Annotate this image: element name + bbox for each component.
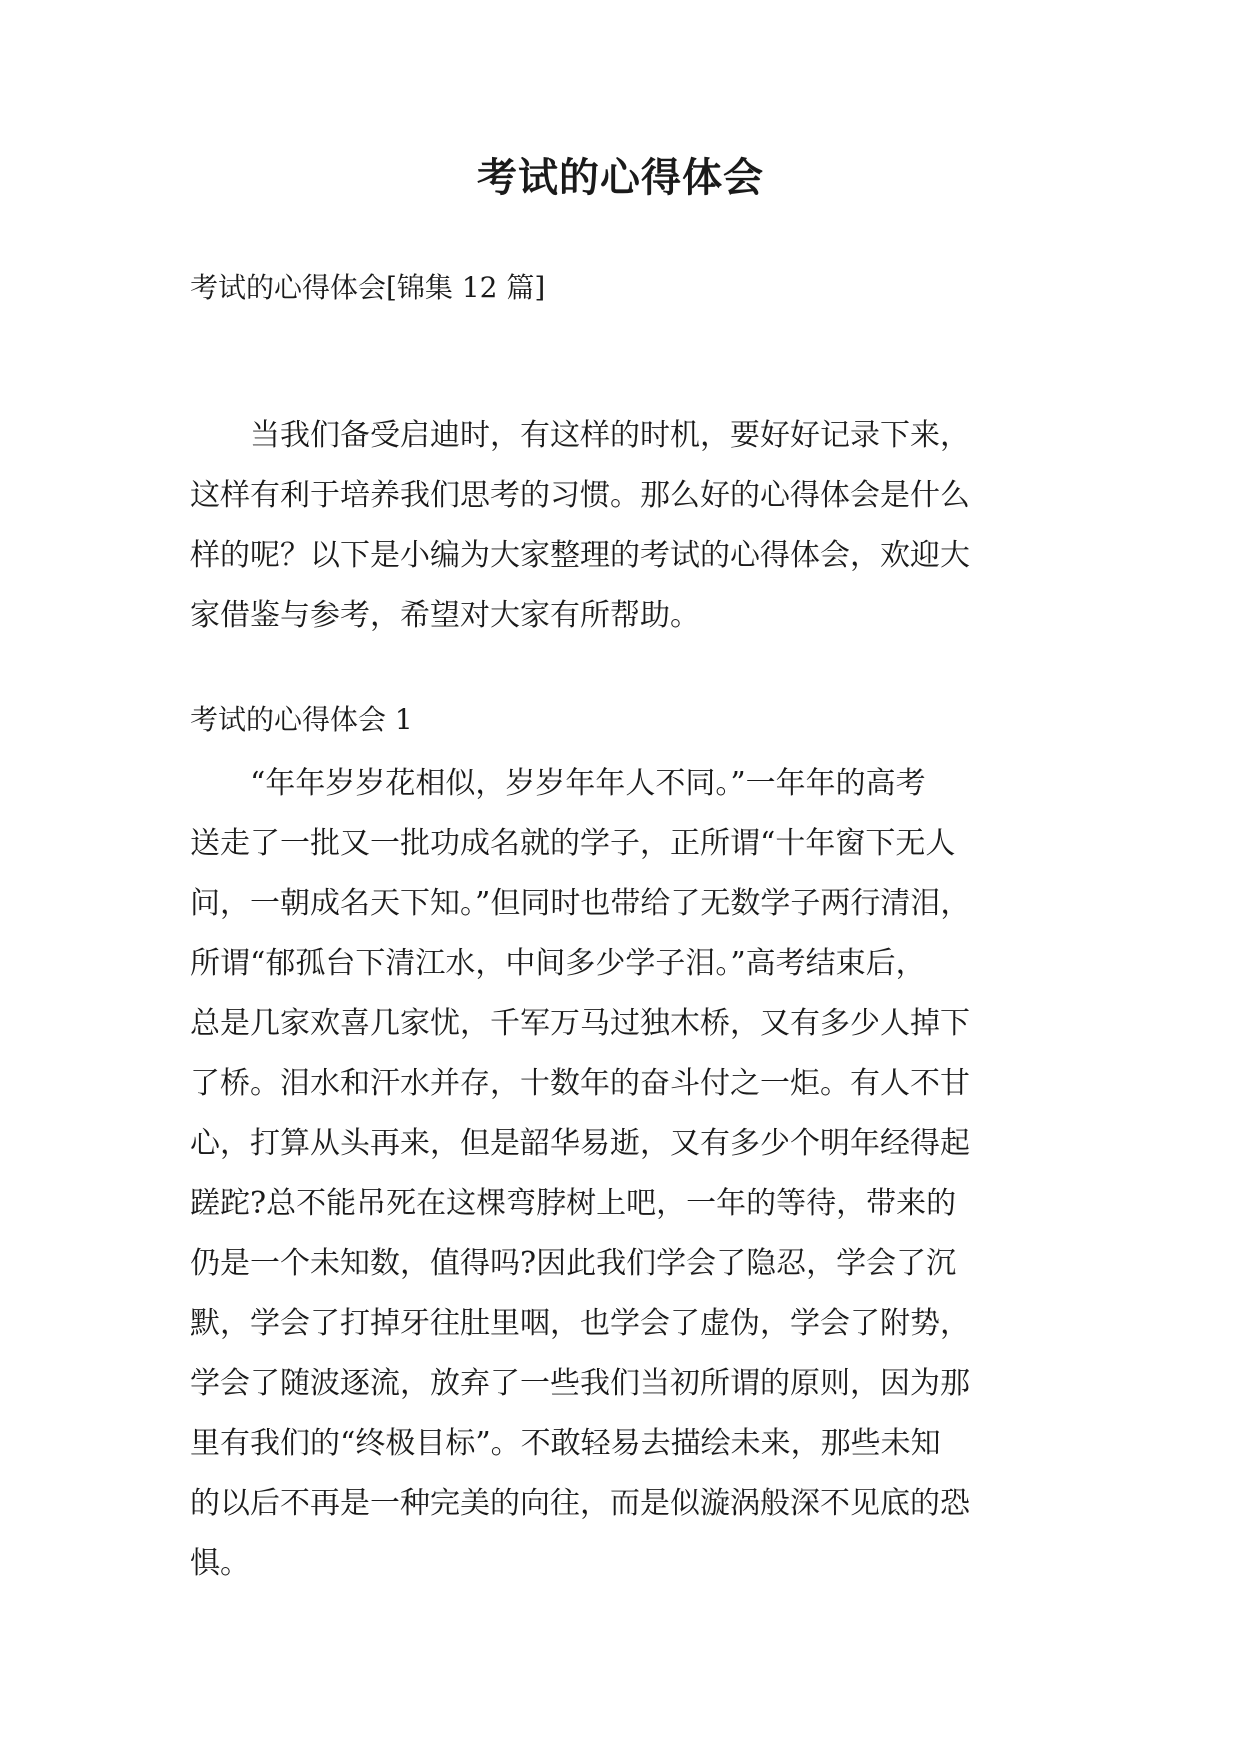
- intro-line: 这样有利于培养我们思考的习惯。那么好的心得体会是什么: [190, 478, 970, 513]
- page-title: 考试的心得体会: [477, 155, 764, 201]
- paragraph-line: 仍是一个未知数，值得吗?因此我们学会了隐忍，学会了沉: [190, 1246, 957, 1281]
- paragraph-line: 心，打算从头再来，但是韶华易逝，又有多少个明年经得起: [190, 1126, 970, 1161]
- paragraph-line: 里有我们的“终极目标”。不敢轻易去描绘未来，那些未知: [190, 1426, 941, 1461]
- paragraph-line: “年年岁岁花相似，岁岁年年人不同。”一年年的高考: [190, 766, 926, 801]
- paragraph-line: 问，一朝成名天下知。”但同时也带给了无数学子两行清泪，: [190, 886, 971, 921]
- paragraph-line: 了桥。泪水和汗水并存，十数年的奋斗付之一炬。有人不甘: [190, 1066, 970, 1101]
- section-1-paragraph: [190, 754, 1072, 1594]
- paragraph-line: 学会了随波逐流，放弃了一些我们当初所谓的原则，因为那: [190, 1366, 970, 1401]
- paragraph-line: 所谓“郁孤台下清江水，中间多少学子泪。”高考结束后，: [190, 946, 926, 981]
- intro-paragraph: [190, 406, 1072, 646]
- document-subtitle: 考试的心得体会[锦集 12 篇]: [190, 271, 546, 304]
- section-heading: 考试的心得体会 1: [190, 703, 413, 736]
- paragraph-line: 默，学会了打掉牙往肚里咽，也学会了虚伪，学会了附势，: [190, 1306, 970, 1341]
- intro-line: 当我们备受启迪时，有这样的时机，要好好记录下来，: [190, 418, 970, 453]
- paragraph-line: 惧。: [190, 1546, 250, 1581]
- paragraph-line: 蹉跎?总不能吊死在这棵弯脖树上吧，一年的等待，带来的: [190, 1186, 957, 1221]
- paragraph-line: 总是几家欢喜几家忧，千军万马过独木桥，又有多少人掉下: [190, 1006, 970, 1041]
- paragraph-line: 送走了一批又一批功成名就的学子，正所谓“十年窗下无人: [190, 826, 956, 861]
- intro-line: 家借鉴与参考，希望对大家有所帮助。: [190, 598, 700, 633]
- paragraph-line: 的以后不再是一种完美的向往，而是似漩涡般深不见底的恐: [190, 1486, 970, 1521]
- intro-line: 样的呢？以下是小编为大家整理的考试的心得体会，欢迎大: [190, 538, 970, 573]
